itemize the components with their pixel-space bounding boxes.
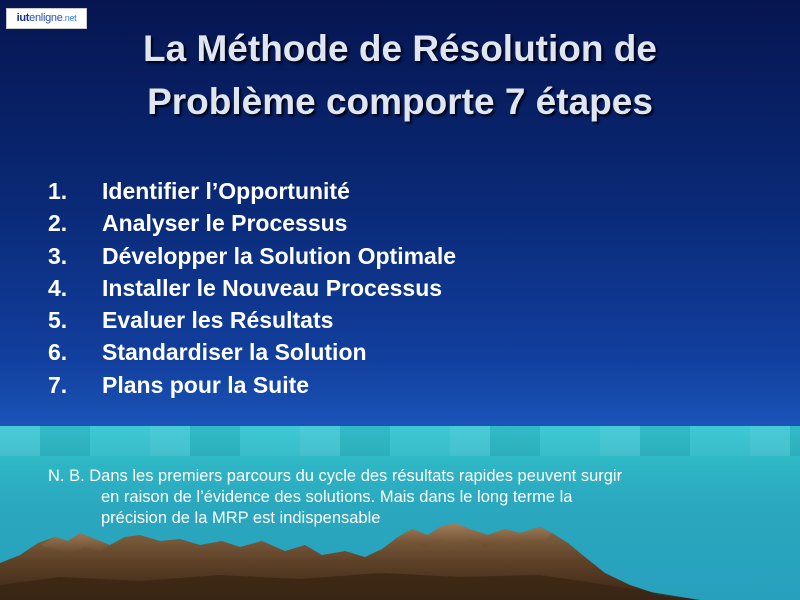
step-item [48, 240, 456, 272]
steps-list [48, 175, 456, 401]
step-text: Installer le Nouveau Processus [102, 274, 443, 301]
logo-part-enligne: enligne [29, 12, 63, 24]
step-item [48, 336, 456, 368]
step-item [48, 369, 456, 401]
step-text: Analyser le Processus [102, 210, 348, 237]
note-line-2: en raison de l’évidence des solutions. Mais dans le long terme la [101, 488, 573, 506]
step-text: Développer la Solution Optimale [102, 242, 457, 269]
step-number: 7. [48, 371, 68, 398]
logo-part-net: .net [62, 13, 77, 23]
slide-title [40, 22, 760, 128]
note-line-1: N. B. Dans les premiers parcours du cycle des résultats rapides peuvent surgir [48, 467, 623, 485]
step-text: Identifier l’Opportunité [102, 178, 350, 204]
note-line-3: précision de la MRP est indispensable [101, 509, 381, 527]
step-item [48, 272, 456, 304]
step-number: 3. [48, 242, 68, 269]
step-text: Plans pour la Suite [102, 371, 310, 398]
step-number: 5. [48, 307, 68, 334]
step-number: 1. [48, 178, 68, 204]
step-number: 4. [48, 274, 68, 301]
step-item [48, 207, 456, 239]
nb-note [48, 466, 768, 529]
step-item [48, 175, 456, 207]
step-number: 2. [48, 210, 68, 237]
step-item [48, 304, 456, 336]
title-line-1: La Méthode de Résolution de [143, 28, 657, 69]
logo-part-iut: iut [16, 12, 30, 24]
step-number: 6. [48, 339, 68, 366]
title-line-2: Problème comporte 7 étapes [147, 81, 653, 122]
step-text: Standardiser la Solution [102, 339, 367, 366]
step-text: Evaluer les Résultats [102, 307, 334, 334]
